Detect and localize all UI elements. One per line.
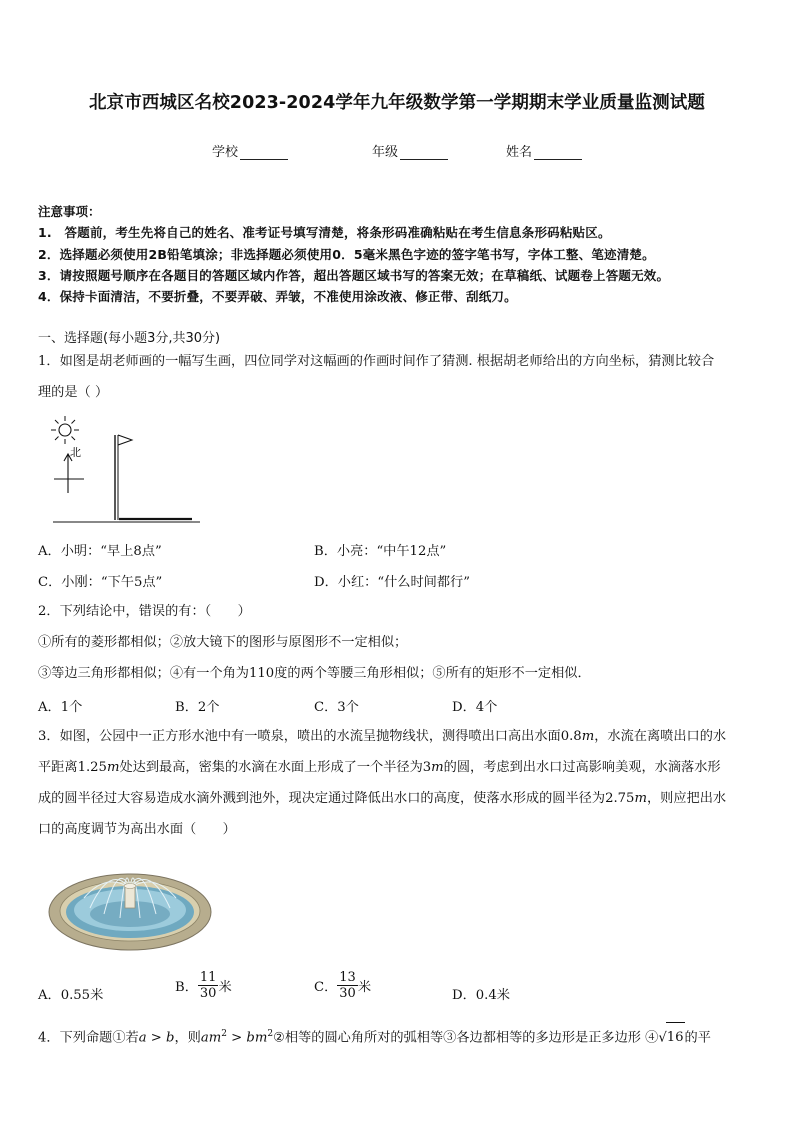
question-3-line1: 3．如图，公园中一正方形水池中有一喷泉，喷出的水流呈抛物线状，测得喷出口高出水面0.8m，水流在离喷出口的水 [38,729,727,744]
question-1-line1: 1．如图是胡老师画的一幅写生画，四位同学对这幅画的作画时间作了猜测. 根据胡老师给出的方向坐标，猜测比较合 [38,354,715,369]
note-item: 1. 答题前，考生先将自己的姓名、准考证号填写清楚，将条形码准确粘贴在考生信息条形码粘贴区。 [38,225,611,240]
question-3-line3: 成的圆半径过大容易造成水滴外溅到池外，现决定通过降低出水口的高度，使落水形成的圆半径为2.75m，则应把出水 [38,791,727,806]
section-heading: 一、选择题(每小题3分,共30分) [38,331,221,346]
note-item: 4．保持卡面清洁，不要折叠，不要弄破、弄皱，不准使用涂改液、修正带、刮纸刀。 [38,289,517,304]
option-a[interactable]: A．小明：“早上8点” [38,544,162,559]
option-d[interactable]: D．0.4米 [452,988,510,1003]
option-d[interactable]: D．4个 [452,700,498,715]
question-3-line2: 平距离1.25m处达到最高，密集的水滴在水面上形成了一个半径为3m的圆，考虑到出水口过高影响美观，水滴落水形 [38,760,721,775]
fountain-illustration [46,858,214,954]
note-item: 3．请按照题号顺序在各题目的答题区域内作答，超出答题区域书写的答案无效；在草稿纸、试题卷上答题无效。 [38,268,670,283]
question-3-line4: 口的高度调节为高出水面（ ） [38,822,236,837]
option-d[interactable]: D．小红：“什么时间都行” [314,575,470,590]
sun-icon [51,416,79,444]
note-item: 2．选择题必须使用2B铅笔填涂；非选择题必须使用0．5毫米黑色字迹的签字笔书写，字体工整、笔迹清楚。 [38,247,655,262]
school-field[interactable]: 学校 [212,141,288,160]
option-a[interactable]: A．0.55米 [38,988,104,1003]
option-c[interactable]: C．小刚：“下午5点” [38,575,163,590]
option-c[interactable]: C． $\frac{13}{30}$ 米 [314,970,372,1001]
option-b[interactable]: B． $\frac{11}{30}$ 米 [175,970,232,1001]
question-4-line1: 4．下列命题①若a > b，则$am^2$ > $bm^2②$相等的圆心角所对的弧相等③各边都相等的多边形是正多边形 ④√16的平 [38,1019,760,1053]
grade-field[interactable]: 年级 [372,141,448,160]
sketch-figure [48,413,208,525]
name-field[interactable]: 姓名 [506,141,582,160]
north-label: 北 [70,446,81,459]
notes-heading: 注意事项： [38,204,101,219]
question-2-line2: ①所有的菱形都相似；②放大镜下的图形与原图形不一定相似； [38,635,408,650]
option-b[interactable]: B．2个 [175,700,220,715]
fraction-11-30: $\frac{11}{30}$ [199,970,217,1001]
question-2-line3: ③等边三角形都相似；④有一个角为110度的两个等腰三角形相似；⑤所有的矩形不一定相似． [38,666,591,681]
option-b[interactable]: B．小亮：“中午12点” [314,544,447,559]
page-title: 北京市西城区名校2023-2024学年九年级数学第一学期期末学业质量监测试题 [89,93,705,113]
question-1-line2: 理的是（ ） [38,385,109,400]
question-2-stem: 2．下列结论中，错误的有：（ ） [38,604,251,619]
fraction-13-30: $\frac{13}{30}$ [339,970,356,1001]
compass-icon [54,446,84,493]
option-c[interactable]: C．3个 [314,700,359,715]
option-a[interactable]: A．1个 [38,700,83,715]
sqrt-symbol: √ [658,1030,667,1046]
